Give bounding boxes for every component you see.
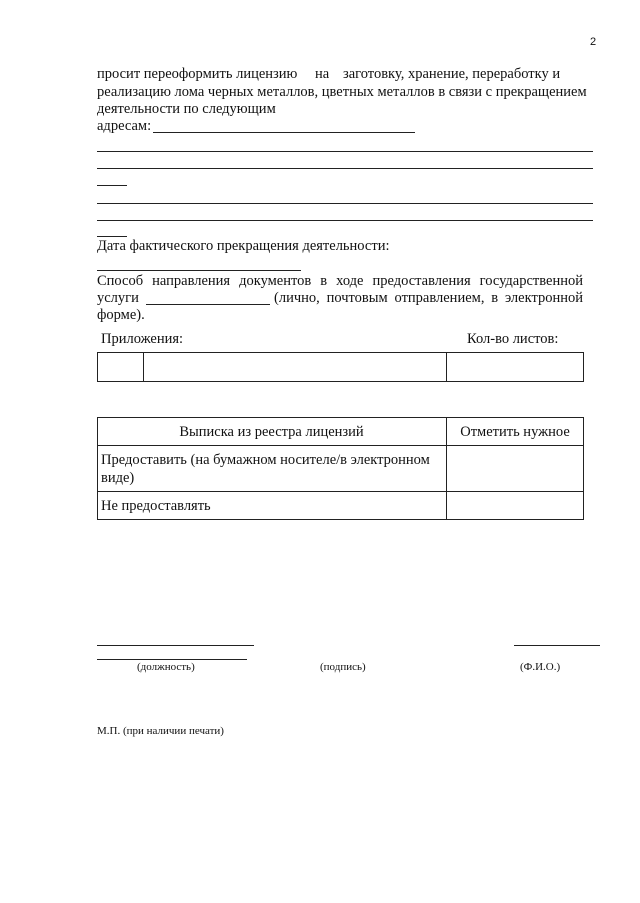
position-line-2[interactable] (97, 659, 247, 660)
position-caption: (должность) (137, 661, 195, 673)
address-label: адресам: (97, 118, 152, 134)
registry-row-not-provide: Не предоставлять (101, 498, 211, 514)
registry-row-provide: Предоставить (на бумажном носителе/в электронном виде) (101, 452, 430, 486)
position-line-1[interactable] (97, 645, 254, 646)
delivery-line-2a: услуги (97, 290, 139, 306)
address-line-5[interactable] (97, 203, 593, 204)
address-line-1[interactable] (153, 132, 415, 133)
registry-row-not-provide-mark-cell[interactable] (447, 492, 583, 519)
address-line-6[interactable] (97, 220, 593, 221)
registry-row-provide-mark-cell[interactable] (447, 446, 583, 491)
delivery-method-line[interactable] (146, 304, 270, 305)
attachments-label: Приложения: (101, 331, 184, 347)
page-number: 2 (590, 36, 597, 48)
stamp-note: М.П. (при наличии печати) (97, 725, 224, 737)
delivery-line-3: форме). (97, 307, 145, 323)
address-line-4[interactable] (97, 185, 127, 186)
signature-caption: (подпись) (320, 661, 366, 673)
intro-line-1b: на (315, 66, 330, 82)
registry-header-right: Отметить нужное (460, 424, 570, 440)
attachment-sheets-cell[interactable] (447, 353, 583, 381)
attachment-name-cell[interactable] (144, 353, 446, 381)
delivery-line-2b: (лично, почтовым отправлением, в электронной (274, 290, 583, 306)
termination-date-line[interactable] (97, 270, 301, 271)
name-line[interactable] (514, 645, 600, 646)
sheets-count-label: Кол-во листов: (467, 331, 559, 347)
intro-line-2: реализацию лома черных металлов, цветных металлов в связи с прекращением (97, 84, 587, 100)
intro-line-3: деятельности по следующим (97, 101, 276, 117)
termination-date-label: Дата фактического прекращения деятельности: (97, 238, 390, 254)
address-line-7[interactable] (97, 236, 127, 237)
intro-line-1c: заготовку, хранение, переработку и (343, 66, 561, 82)
address-line-2[interactable] (97, 151, 593, 152)
registry-header-left: Выписка из реестра лицензий (179, 424, 364, 440)
delivery-line-1: Способ направления документов в ходе предоставления государственной (97, 273, 583, 289)
name-caption: (Ф.И.О.) (520, 661, 561, 673)
attachment-number-cell[interactable] (98, 353, 143, 381)
address-line-3[interactable] (97, 168, 593, 169)
intro-line-1a: просит переоформить лицензию (97, 66, 298, 82)
